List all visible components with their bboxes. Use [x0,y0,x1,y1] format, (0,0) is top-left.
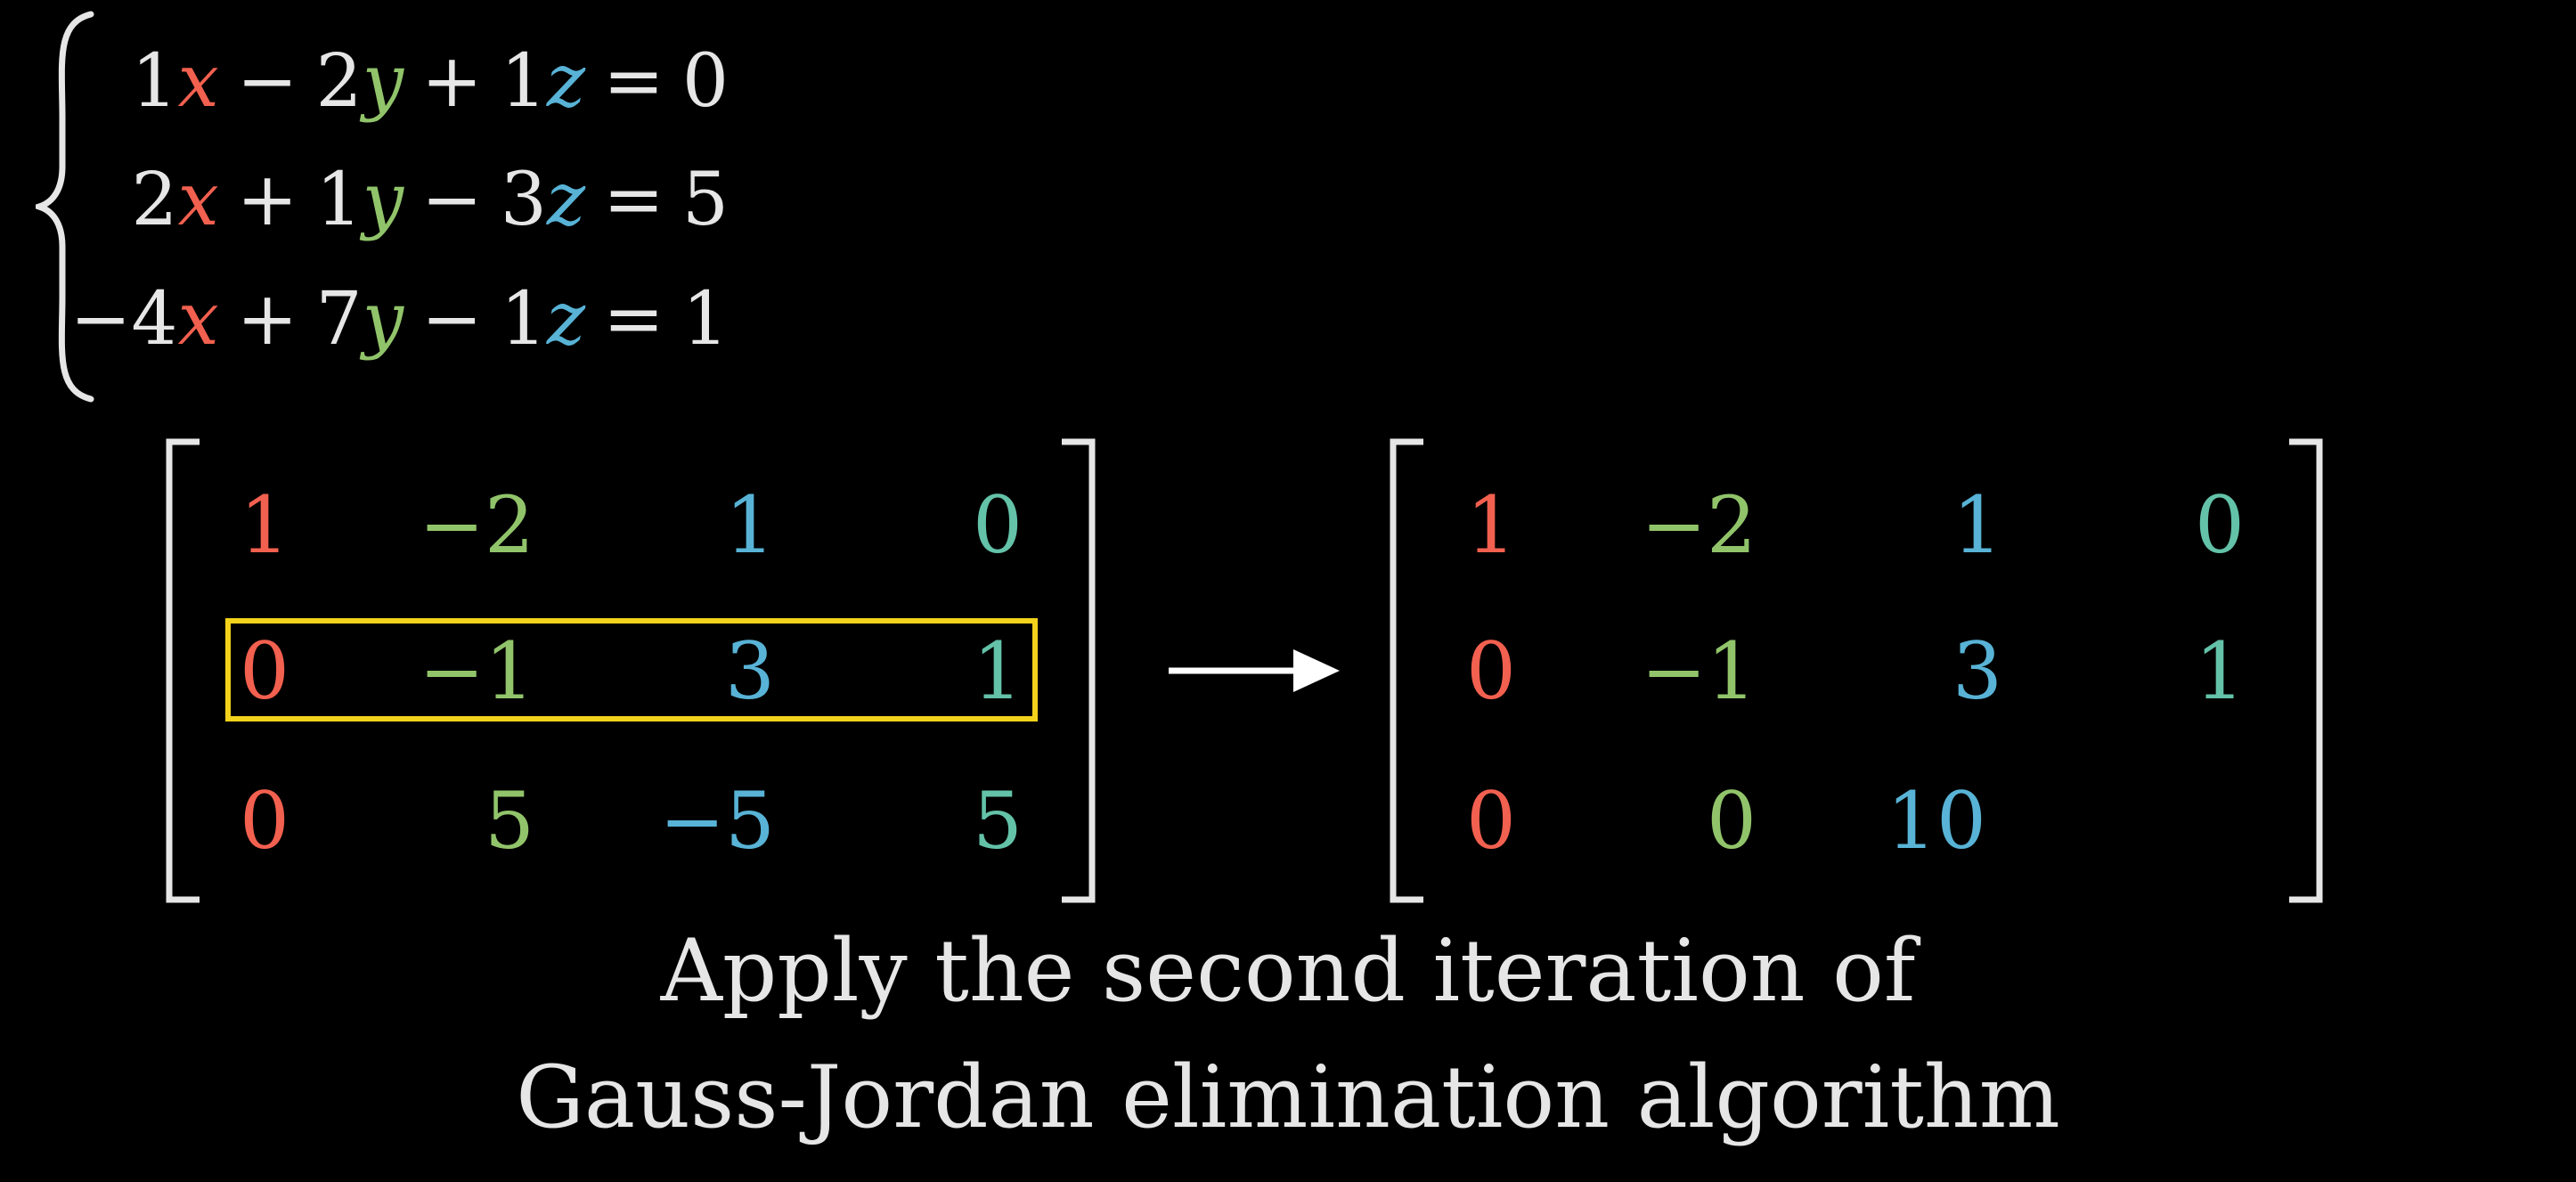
arrow-right-icon [1165,646,1343,696]
coef-x: −4 [69,277,178,362]
matrix-cell: −2 [419,479,534,571]
matrix-cell: 1 [2195,625,2245,717]
matrix-right-bracket [1058,438,1097,903]
equals-sign: = [603,39,664,124]
operator: + [236,277,298,362]
var-y: y [362,277,404,362]
coef-y: 7 [315,277,363,362]
coef-z: 1 [500,39,547,124]
matrix-right-bracket [2286,438,2325,903]
coef-x: 1 [131,39,178,124]
var-x: x [177,277,219,362]
coef-y: 2 [315,39,363,124]
rhs-value: 1 [681,277,729,362]
var-x: x [177,39,219,124]
matrix-cell: 0 [240,625,289,717]
matrix-cell: 3 [725,625,775,717]
var-z: z [546,39,586,124]
caption-line-2: Gauss-Jordan elimination algorithm [516,1047,2060,1147]
equals-sign: = [603,277,664,362]
matrix-cell: −1 [419,625,534,717]
coef-x: 2 [131,158,178,242]
matrix-cell: −2 [1641,479,1757,571]
matrix-cell: 1 [1952,479,2002,571]
matrix-cell: 5 [485,775,534,867]
equation-row [131,151,729,249]
coef-z: 1 [500,277,547,362]
coef-y: 1 [315,158,363,242]
operator: − [421,277,483,362]
equals-sign: = [603,158,664,242]
row-highlight-box [225,618,1038,721]
operator: + [236,158,298,242]
var-y: y [362,39,404,124]
var-z: z [546,277,586,362]
var-y: y [362,158,404,242]
operator: − [421,158,483,242]
matrix-cell: 1 [725,479,775,571]
matrix-cell: 0 [1466,775,1516,867]
matrix-cell: 1 [240,479,289,571]
matrix-cell: 3 [1952,625,2002,717]
rhs-value: 5 [681,158,729,242]
matrix-cell: −1 [1641,625,1757,717]
rhs-value: 0 [681,39,729,124]
matrix-cell: 5 [973,775,1023,867]
matrix-cell: 0 [973,479,1023,571]
matrix-cell: 10 [1887,775,1986,867]
caption-line-1: Apply the second iteration of [660,921,1916,1021]
coef-z: 3 [500,158,547,242]
matrix-cell: 1 [1466,479,1516,571]
operator: + [421,39,483,124]
matrix-cell [2084,768,2245,875]
var-x: x [177,158,219,242]
equation-row [70,271,729,369]
var-z: z [546,158,586,242]
matrix-cell: 0 [240,775,289,867]
matrix-cell: 0 [1466,625,1516,717]
matrix-cell: −5 [659,775,775,867]
matrix-cell: 0 [2195,479,2245,571]
operator: − [236,39,298,124]
matrix-cell: 0 [1707,775,1757,867]
equation-row [131,33,729,131]
matrix-cell: 1 [973,625,1023,717]
